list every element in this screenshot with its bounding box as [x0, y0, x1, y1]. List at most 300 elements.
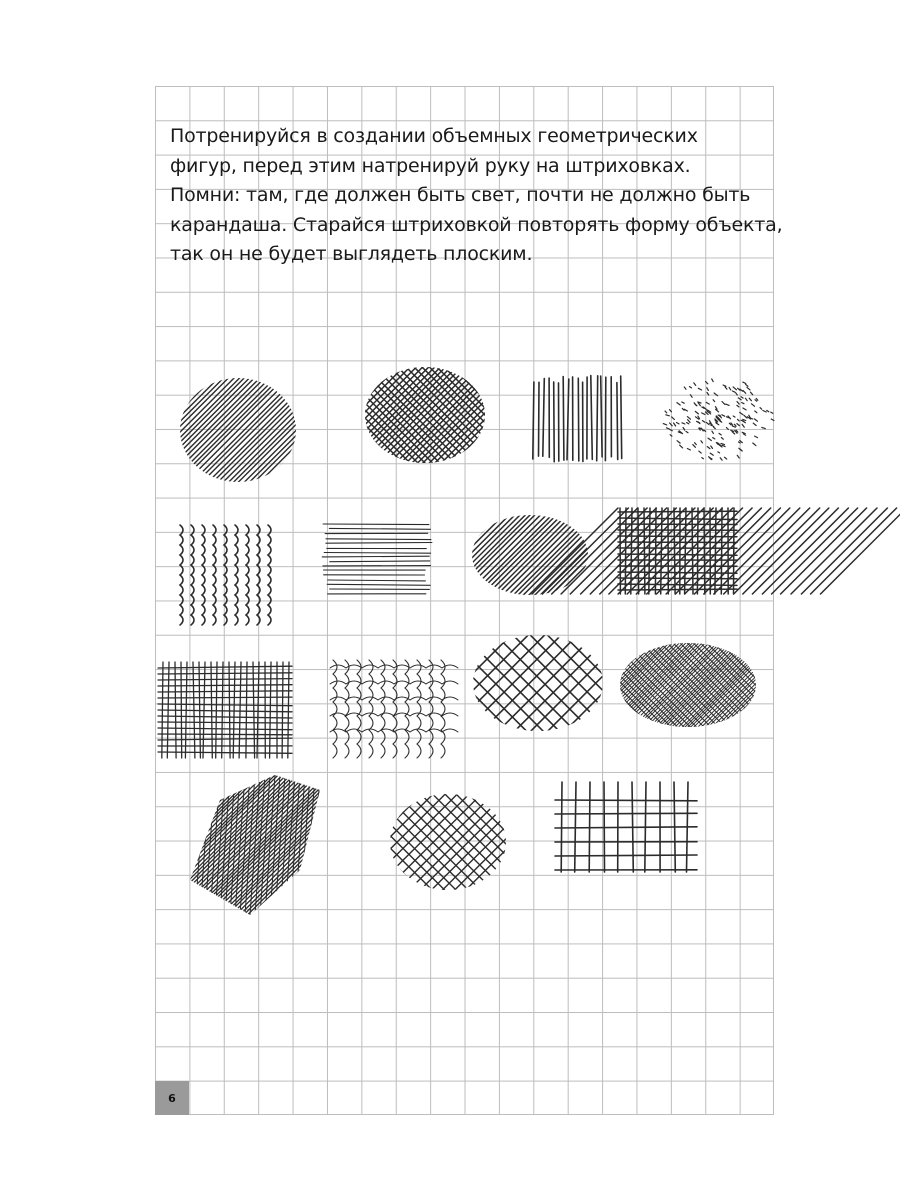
pencil-stroke	[508, 630, 614, 736]
pencil-stroke	[670, 430, 672, 431]
pencil-stroke	[739, 442, 741, 443]
pencil-stroke	[90, 375, 200, 485]
pencil-stroke	[345, 660, 349, 758]
pencil-stroke	[486, 365, 586, 465]
pencil-stroke	[299, 792, 399, 892]
pencil-stroke	[702, 458, 704, 459]
pencil-stroke	[541, 640, 631, 730]
pencil-stroke	[64, 772, 210, 918]
pencil-stroke	[202, 525, 205, 625]
pencil-stroke	[725, 640, 815, 730]
pencil-stroke	[158, 738, 292, 740]
pencil-stroke	[743, 508, 829, 594]
pencil-stroke	[670, 435, 672, 436]
pencil-stroke	[710, 453, 713, 455]
pencil-stroke	[167, 662, 169, 758]
pencil-stroke	[127, 375, 237, 485]
pencil-stroke	[563, 377, 564, 461]
pencil-stroke	[802, 640, 892, 730]
pencil-stroke	[474, 630, 580, 736]
pencil-stroke	[417, 772, 563, 918]
pencil-stroke	[327, 584, 430, 585]
pencil-stroke	[458, 630, 564, 736]
pencil-stroke	[80, 375, 190, 485]
pencil-stroke	[554, 382, 555, 462]
pencil-stroke	[725, 640, 815, 730]
pencil-stroke	[233, 662, 235, 758]
pencil-stroke	[738, 398, 741, 400]
pencil-stroke	[677, 423, 680, 424]
pencil-stroke	[732, 640, 822, 730]
pencil-stroke	[682, 402, 684, 403]
pencil-stroke	[46, 772, 192, 918]
pencil-stroke	[282, 365, 382, 465]
pencil-stroke	[695, 443, 697, 445]
pencil-stroke	[711, 446, 713, 448]
pencil-stroke	[368, 772, 514, 918]
pencil-stroke	[205, 775, 215, 915]
instruction-line: Потренируйся в создании объемных геометрических	[170, 125, 698, 147]
pencil-stroke	[811, 640, 900, 730]
pencil-stroke	[704, 508, 705, 594]
pencil-stroke	[824, 640, 900, 730]
pencil-stroke	[468, 772, 614, 918]
pencil-stroke	[743, 391, 746, 394]
hatch-sample-wavy-horizontal	[330, 660, 458, 758]
pencil-stroke	[287, 375, 397, 485]
pencil-stroke	[561, 782, 562, 872]
pencil-stroke	[544, 640, 634, 730]
pencil-stroke	[753, 443, 756, 446]
pencil-stroke	[601, 376, 602, 457]
instruction-line: фигур, перед этим натренируй руку на штриховках.	[170, 154, 691, 177]
pencil-stroke	[772, 640, 862, 730]
pencil-stroke	[786, 640, 876, 730]
pencil-stroke	[846, 640, 900, 730]
pencil-stroke	[740, 412, 743, 414]
pencil-stroke	[369, 660, 373, 758]
pencil-stroke	[543, 379, 545, 457]
pencil-stroke	[742, 424, 744, 427]
pencil-stroke	[677, 441, 680, 443]
pencil-stroke	[68, 772, 214, 918]
pencil-stroke	[581, 508, 667, 594]
pencil-stroke	[674, 423, 676, 426]
pencil-stroke	[712, 379, 714, 382]
pencil-stroke	[578, 378, 579, 461]
pencil-stroke	[129, 772, 275, 918]
pencil-stroke	[674, 782, 675, 872]
pencil-stroke	[734, 508, 735, 594]
pencil-stroke	[731, 430, 734, 431]
instruction-line: карандаша. Старайся штриховкой повторять форму объекта,	[170, 213, 783, 236]
pencil-stroke	[417, 660, 421, 758]
pencil-stroke	[235, 525, 238, 625]
pencil-stroke	[736, 393, 738, 395]
hatch-sample-grid-lines	[555, 782, 697, 872]
pencil-stroke	[555, 827, 697, 828]
pencil-stroke	[405, 660, 409, 758]
pencil-stroke	[303, 375, 413, 485]
pencil-stroke	[270, 662, 271, 758]
pencil-stroke	[687, 782, 689, 872]
pencil-stroke	[556, 640, 646, 730]
pencil-stroke	[846, 640, 900, 730]
pencil-stroke	[702, 421, 705, 423]
pencil-stroke	[765, 640, 855, 730]
pencil-stroke	[567, 379, 569, 460]
pencil-stroke	[632, 782, 633, 872]
pencil-stroke	[655, 508, 656, 594]
pencil-stroke	[158, 375, 268, 485]
pencil-stroke	[690, 387, 692, 388]
pencil-stroke	[706, 422, 709, 424]
pencil-stroke	[597, 376, 598, 461]
pencil-stroke	[589, 365, 689, 465]
pencil-stroke	[750, 392, 752, 395]
pencil-stroke	[725, 457, 727, 459]
pencil-stroke	[282, 662, 283, 758]
pencil-stroke	[828, 640, 900, 730]
pencil-stroke	[70, 375, 180, 485]
pencil-stroke	[252, 375, 362, 485]
pencil-stroke	[754, 419, 757, 421]
pencil-stroke	[334, 792, 434, 892]
pencil-stroke	[793, 640, 883, 730]
pencil-stroke	[719, 433, 721, 435]
pencil-stroke	[782, 640, 872, 730]
pencil-stroke	[771, 419, 774, 421]
pencil-stroke	[326, 539, 431, 540]
pencil-stroke	[707, 447, 710, 449]
pencil-stroke	[738, 419, 740, 421]
pencil-stroke	[707, 392, 709, 395]
pencil-stroke	[442, 772, 588, 918]
pencil-stroke	[733, 416, 735, 417]
pencil-stroke	[158, 716, 292, 718]
pencil-stroke	[327, 365, 427, 465]
pencil-stroke	[268, 525, 271, 625]
pencil-stroke	[557, 365, 657, 465]
pencil-stroke	[722, 445, 725, 446]
pencil-stroke	[493, 630, 599, 736]
pencil-stroke	[533, 382, 534, 459]
pencil-stroke	[754, 640, 844, 730]
pencil-stroke	[158, 704, 292, 706]
pencil-stroke	[720, 458, 722, 460]
pencil-stroke	[320, 365, 420, 465]
instruction-line: так он не будет выглядеть плоским.	[170, 243, 533, 265]
pencil-stroke	[158, 685, 292, 686]
pencil-stroke	[762, 508, 848, 594]
pencil-stroke	[757, 640, 847, 730]
pencil-stroke	[821, 508, 900, 594]
pencil-stroke	[57, 772, 203, 918]
pencil-stroke	[737, 424, 740, 426]
pencil-stroke	[757, 640, 847, 730]
page-number: 6	[155, 1081, 189, 1115]
pencil-stroke	[305, 775, 315, 915]
pencil-stroke	[743, 382, 746, 383]
pencil-stroke	[690, 395, 692, 398]
pencil-stroke	[769, 640, 859, 730]
pencil-stroke	[762, 427, 766, 428]
pencil-stroke	[799, 640, 889, 730]
pencil-stroke	[617, 383, 618, 460]
pencil-stroke	[747, 640, 837, 730]
hatch-sample-vertical-lines	[533, 376, 622, 462]
pencil-stroke	[531, 365, 631, 465]
pencil-stroke	[666, 415, 669, 416]
pencil-stroke	[391, 772, 537, 918]
pencil-stroke	[226, 375, 336, 485]
pencil-stroke	[114, 772, 260, 918]
pencil-stroke	[324, 553, 430, 554]
pencil-stroke	[180, 525, 183, 625]
pencil-stroke	[805, 640, 895, 730]
pencil-stroke	[539, 382, 540, 456]
pencil-stroke	[704, 430, 706, 431]
pencil-stroke	[175, 662, 176, 758]
pencil-stroke	[559, 630, 665, 736]
pencil-stroke	[714, 427, 716, 428]
pencil-stroke	[737, 405, 739, 407]
pencil-stroke	[753, 423, 756, 425]
pencil-stroke	[297, 772, 443, 918]
pencil-stroke	[158, 691, 292, 692]
pencil-stroke	[100, 375, 210, 485]
pencil-stroke	[477, 630, 583, 736]
pencil-stroke	[638, 508, 639, 594]
pencil-stroke	[195, 775, 205, 915]
pencil-stroke	[755, 436, 758, 438]
pencil-stroke	[701, 441, 703, 443]
pencil-stroke	[745, 640, 835, 730]
pencil-stroke	[842, 640, 900, 730]
pencil-stroke	[384, 772, 530, 918]
pencil-stroke	[741, 397, 743, 398]
pencil-stroke	[755, 411, 757, 413]
pencil-stroke	[224, 525, 227, 625]
pencil-stroke	[718, 452, 720, 453]
pencil-stroke	[752, 508, 838, 594]
pencil-stroke	[246, 525, 249, 625]
pencil-stroke	[665, 411, 667, 413]
pencil-stroke	[253, 662, 255, 758]
pencil-stroke	[675, 508, 761, 594]
pencil-stroke	[216, 662, 217, 758]
pencil-stroke	[739, 448, 742, 450]
pencil-stroke	[751, 640, 841, 730]
pencil-stroke	[745, 398, 747, 401]
pencil-stroke	[288, 662, 289, 758]
pencil-stroke	[364, 375, 474, 485]
pencil-stroke	[428, 772, 574, 918]
pencil-stroke	[732, 426, 735, 427]
pencil-stroke	[460, 630, 566, 736]
pencil-stroke	[743, 419, 746, 420]
pencil-stroke	[326, 543, 432, 544]
pencil-stroke	[464, 772, 610, 918]
pencil-stroke	[808, 640, 898, 730]
pencil-stroke	[688, 420, 690, 423]
pencil-stroke	[472, 365, 572, 465]
pencil-stroke	[756, 398, 758, 400]
pencil-stroke	[85, 375, 195, 485]
pencil-stroke	[713, 438, 715, 439]
pencil-stroke	[380, 772, 526, 918]
pencil-stroke	[96, 375, 206, 485]
pencil-stroke	[53, 772, 199, 918]
pencil-stroke	[158, 728, 292, 730]
pencil-stroke	[733, 387, 736, 390]
pencil-stroke	[760, 408, 762, 410]
pencil-stroke	[589, 782, 590, 872]
pencil-stroke	[305, 772, 451, 918]
pencil-stroke	[349, 772, 495, 918]
pencil-stroke	[328, 580, 426, 581]
pencil-stroke	[839, 640, 900, 730]
pencil-stroke	[792, 640, 882, 730]
pencil-stroke	[818, 640, 900, 730]
hatch-sample-horizontal-lines	[322, 524, 432, 594]
pencil-stroke	[162, 662, 163, 758]
pencil-stroke	[323, 524, 429, 525]
pencil-stroke	[806, 640, 896, 730]
pencil-stroke	[785, 640, 875, 730]
pencil-stroke	[288, 365, 388, 465]
pencil-stroke	[444, 630, 550, 736]
pencil-stroke	[687, 449, 690, 451]
pencil-stroke	[732, 432, 735, 434]
pencil-stroke	[729, 387, 731, 390]
pencil-stroke	[185, 662, 187, 758]
pencil-stroke	[242, 375, 352, 485]
pencil-stroke	[698, 388, 701, 390]
pencil-stroke	[788, 640, 878, 730]
pencil-stroke	[744, 640, 834, 730]
pencil-stroke	[441, 660, 445, 758]
pencil-stroke	[714, 393, 718, 396]
pencil-stroke	[272, 375, 382, 485]
pencil-stroke	[812, 640, 900, 730]
pencil-stroke	[205, 375, 315, 485]
pencil-stroke	[819, 640, 900, 730]
pencil-stroke	[589, 640, 679, 730]
pencil-stroke	[158, 734, 292, 735]
pencil-stroke	[721, 508, 722, 594]
pencil-stroke	[389, 510, 479, 600]
pencil-stroke	[831, 640, 900, 730]
pencil-stroke	[158, 679, 292, 680]
pencil-stroke	[677, 403, 680, 405]
pencil-stroke	[838, 640, 900, 730]
pencil-stroke	[850, 640, 900, 730]
pencil-stroke	[42, 772, 188, 918]
pencil-stroke	[396, 365, 496, 465]
pencil-stroke	[711, 425, 714, 426]
pencil-stroke	[749, 398, 751, 401]
pencil-stroke	[458, 772, 604, 918]
pencil-stroke	[621, 376, 622, 458]
pencil-stroke	[752, 404, 755, 407]
pencil-stroke	[734, 424, 736, 426]
pencil-stroke	[814, 640, 900, 730]
pencil-stroke	[670, 423, 673, 426]
pencil-stroke	[158, 697, 292, 698]
pencil-stroke	[330, 561, 430, 562]
pencil-stroke	[680, 445, 683, 448]
pencil-stroke	[496, 365, 596, 465]
hatch-sample-blocky-shading	[39, 772, 614, 918]
pencil-stroke	[609, 508, 695, 594]
pencil-stroke	[298, 365, 398, 465]
pencil-stroke	[672, 417, 675, 420]
pencil-stroke	[309, 375, 419, 485]
pencil-stroke	[358, 792, 458, 892]
pencil-stroke	[39, 772, 185, 918]
pencil-stroke	[331, 365, 431, 465]
pencil-stroke	[742, 403, 744, 404]
pencil-stroke	[684, 409, 687, 411]
pencil-stroke	[723, 385, 726, 386]
pencil-stroke	[301, 772, 447, 918]
pencil-stroke	[663, 424, 666, 425]
pencil-stroke	[60, 772, 206, 918]
pencil-stroke	[687, 417, 690, 420]
pencil-stroke	[394, 510, 484, 600]
pencil-stroke	[763, 411, 766, 413]
pencil-stroke	[330, 697, 458, 700]
pencil-stroke	[565, 365, 665, 465]
pencil-stroke	[765, 640, 855, 730]
pencil-stroke	[308, 772, 454, 918]
pencil-stroke	[747, 387, 750, 390]
pencil-stroke	[424, 772, 570, 918]
pencil-stroke	[591, 376, 593, 460]
pencil-stroke	[631, 640, 721, 730]
pencil-stroke	[683, 428, 685, 431]
pencil-stroke	[706, 382, 708, 384]
pencil-stroke	[158, 722, 292, 723]
pencil-stroke	[257, 525, 260, 625]
hatch-sample-dense-grid	[532, 508, 900, 594]
pencil-stroke	[618, 542, 737, 543]
pencil-stroke	[618, 536, 737, 537]
pencil-stroke	[687, 423, 689, 424]
pencil-stroke	[726, 404, 729, 405]
pencil-stroke	[380, 510, 470, 600]
pencil-stroke	[820, 640, 900, 730]
pencil-stroke	[191, 525, 194, 625]
pencil-stroke	[393, 660, 397, 758]
pencil-stroke	[695, 411, 698, 414]
pencil-stroke	[686, 431, 688, 432]
pencil-stroke	[835, 640, 900, 730]
pencil-stroke	[199, 662, 200, 758]
pencil-stroke	[163, 375, 273, 485]
pencil-stroke	[685, 508, 686, 594]
pencil-stroke	[357, 660, 361, 758]
pencil-stroke	[645, 782, 646, 872]
pencil-stroke	[647, 508, 733, 594]
pencil-stroke	[737, 455, 739, 458]
pencil-stroke	[732, 391, 735, 392]
pencil-stroke	[222, 662, 223, 758]
pencil-stroke	[726, 428, 728, 430]
pencil-stroke	[712, 431, 714, 433]
pencil-stroke	[75, 772, 221, 918]
